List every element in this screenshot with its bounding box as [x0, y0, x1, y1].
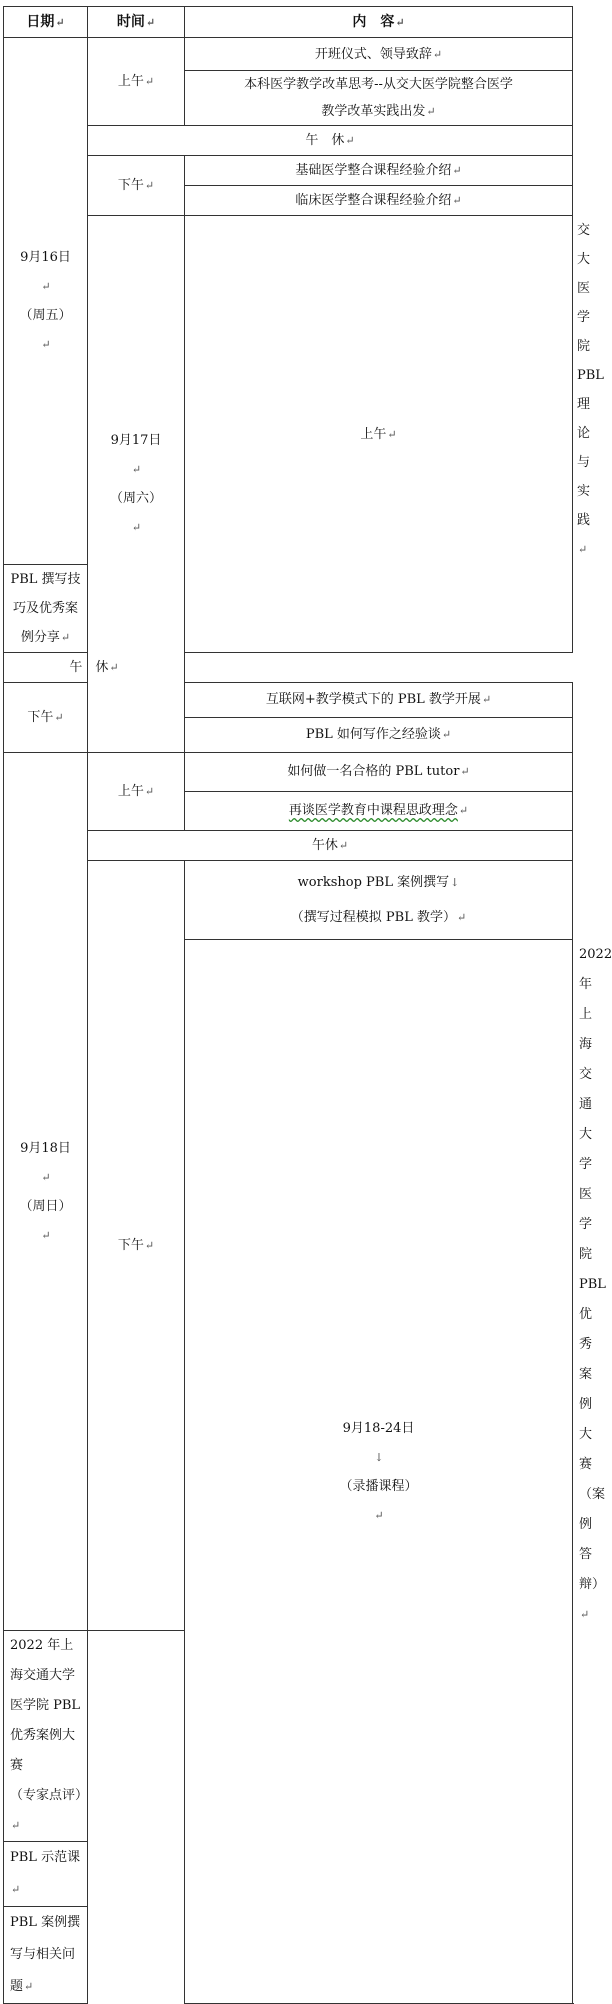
session-item: 本科医学教学改革思考--从交大医学院整合医学 教学改革实践出发↵ [185, 71, 573, 126]
table-row [4, 753, 573, 792]
table-row: 9月18-24日 ↓ （录播课程） ↵ 2022 年上海交通大学医学院 PBL 优秀案例大赛 （案例答辩）↵ [4, 940, 573, 1631]
time-cell: 下午↵ [4, 683, 88, 753]
time-cell: 上午↵ [185, 216, 573, 653]
time-cell: 下午↵ [88, 156, 185, 216]
session-item: 开班仪式、领导致辞↵ [185, 38, 573, 71]
table-row [4, 126, 573, 156]
time-cell: 下午↵ [88, 861, 185, 1631]
table-row: 9月17日 ↵ （周六） ↵ 上午↵ 交大医学院 PBL 理论与实践↵ [4, 216, 573, 565]
table-row [4, 831, 573, 861]
session-item: PBL 如何写作之经验谈↵ [185, 718, 573, 753]
noon-break: 午 休↵ [4, 653, 185, 683]
table-row [4, 653, 573, 683]
noon-break: 午休↵ [88, 831, 573, 861]
table-row [4, 38, 573, 71]
session-item: PBL 案例撰写与相关问题↵ [4, 1907, 88, 2004]
header-content: 内 容↵ [185, 7, 573, 38]
recorded-date-cell: 9月18-24日 ↓ （录播课程） ↵ [185, 940, 573, 2004]
date-cell: 9月16日 ↵ （周五） ↵ [4, 38, 88, 565]
date-cell: 9月17日 ↵ （周六） ↵ [88, 216, 185, 753]
session-item: 2022 年上海交通大学医学院 PBL 优秀案例大赛 （专家点评）↵ [4, 1631, 88, 1842]
session-item: PBL 示范课↵ [4, 1842, 88, 1907]
date-cell: 9月18日 ↵ （周日） ↵ [4, 753, 88, 1631]
table-row [4, 156, 573, 186]
session-item: 基础医学整合课程经验介绍↵ [185, 156, 573, 186]
session-item: PBL 撰写技巧及优秀案例分享↵ [4, 565, 88, 653]
time-cell: 上午↵ [88, 753, 185, 831]
session-item: workshop PBL 案例撰写↓ （撰写过程模拟 PBL 教学）↵ [185, 861, 573, 940]
header-date: 日期↵ [4, 7, 88, 38]
session-item: 临床医学整合课程经验介绍↵ [185, 186, 573, 216]
noon-break: 午 休↵ [88, 126, 573, 156]
time-cell: 上午↵ [88, 38, 185, 126]
table-row [4, 861, 573, 940]
session-item: 如何做一名合格的 PBL tutor↵ [185, 753, 573, 792]
session-item: 互联网+教学模式下的 PBL 教学开展↵ [185, 683, 573, 718]
header-time: 时间↵ [88, 7, 185, 38]
header-row [4, 7, 573, 38]
session-item: 再谈医学教育中课程思政理念↵ [185, 792, 573, 831]
schedule-table [3, 6, 612, 2004]
